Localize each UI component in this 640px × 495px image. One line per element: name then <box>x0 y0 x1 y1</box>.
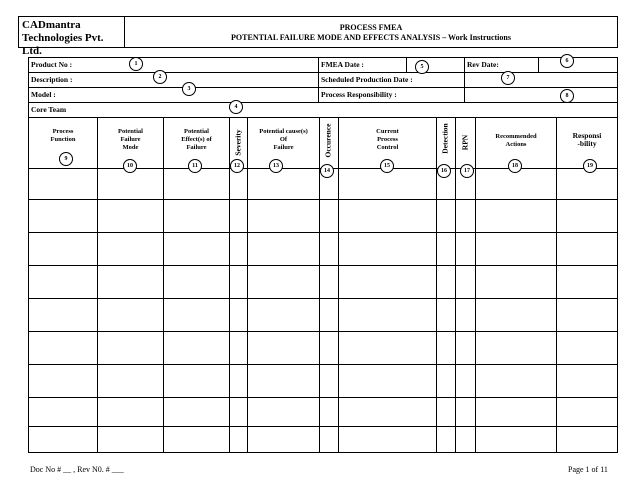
col-occurence: Occurence <box>323 123 333 158</box>
form-subtitle: POTENTIAL FAILURE MODE AND EFFECTS ANALYSIS – Work Instructions <box>231 33 511 42</box>
col-process-function: Process Function <box>50 128 76 143</box>
marker-18: 18 <box>508 159 522 173</box>
marker-8: 8 <box>560 89 574 103</box>
marker-19: 19 <box>583 159 597 173</box>
marker-4: 4 <box>229 100 243 114</box>
col-process-control: Current Process Control <box>376 128 399 151</box>
table-row <box>28 298 618 299</box>
marker-9: 9 <box>59 152 73 166</box>
table-row <box>28 331 618 332</box>
company-box <box>18 16 125 57</box>
table-row <box>28 426 618 427</box>
model-label: Model : <box>31 90 56 99</box>
core-team-label: Core Team <box>31 105 67 114</box>
company-name-line2: Technologies Pvt. Ltd. <box>22 32 104 57</box>
col-failure-mode: Potential Failure Mode <box>118 128 143 151</box>
table-row <box>28 364 618 365</box>
description-label: Description : <box>31 75 73 84</box>
company-name-line1: CADmantra <box>22 19 81 31</box>
col-severity: Severity <box>233 129 243 156</box>
marker-15: 15 <box>380 159 394 173</box>
marker-11: 11 <box>188 159 202 173</box>
marker-3: 3 <box>182 82 196 96</box>
fmea-date-label: FMEA Date : <box>321 60 364 69</box>
marker-14: 14 <box>320 164 334 178</box>
process-responsibility-label: Process Responsibility : <box>321 90 397 99</box>
form-title: PROCESS FMEA <box>339 23 403 32</box>
marker-6: 6 <box>560 54 574 68</box>
scheduled-production-date-label: Scheduled Production Date : <box>321 75 413 84</box>
table-row <box>28 232 618 233</box>
table-row <box>28 265 618 266</box>
marker-7: 7 <box>501 71 515 85</box>
rev-date-label: Rev Date: <box>467 60 499 69</box>
marker-16: 16 <box>437 164 451 178</box>
marker-1: 1 <box>129 57 143 71</box>
marker-2: 2 <box>153 70 167 84</box>
table-row <box>28 199 618 200</box>
col-recommended-actions: Recommended Actions <box>495 133 537 148</box>
marker-17: 17 <box>460 164 474 178</box>
marker-10: 10 <box>123 159 137 173</box>
marker-5: 5 <box>415 60 429 74</box>
table-row <box>28 397 618 398</box>
title-box <box>124 16 618 48</box>
product-no-label: Product No : <box>31 60 73 69</box>
marker-13: 13 <box>269 159 283 173</box>
company-name <box>19 17 124 58</box>
col-causes: Potential cause(s) Of Failure <box>259 128 308 151</box>
page-number: Page 1 of 11 <box>568 465 608 474</box>
marker-12: 12 <box>230 159 244 173</box>
col-detection: Detection <box>440 123 450 154</box>
doc-number: Doc No # __ , Rev N0. # ___ <box>30 465 124 474</box>
col-effects: Potential Effect(s) of Failure <box>181 128 212 151</box>
col-rpn: RPN <box>460 134 470 151</box>
col-responsibility: Responsi -bility <box>572 131 602 148</box>
